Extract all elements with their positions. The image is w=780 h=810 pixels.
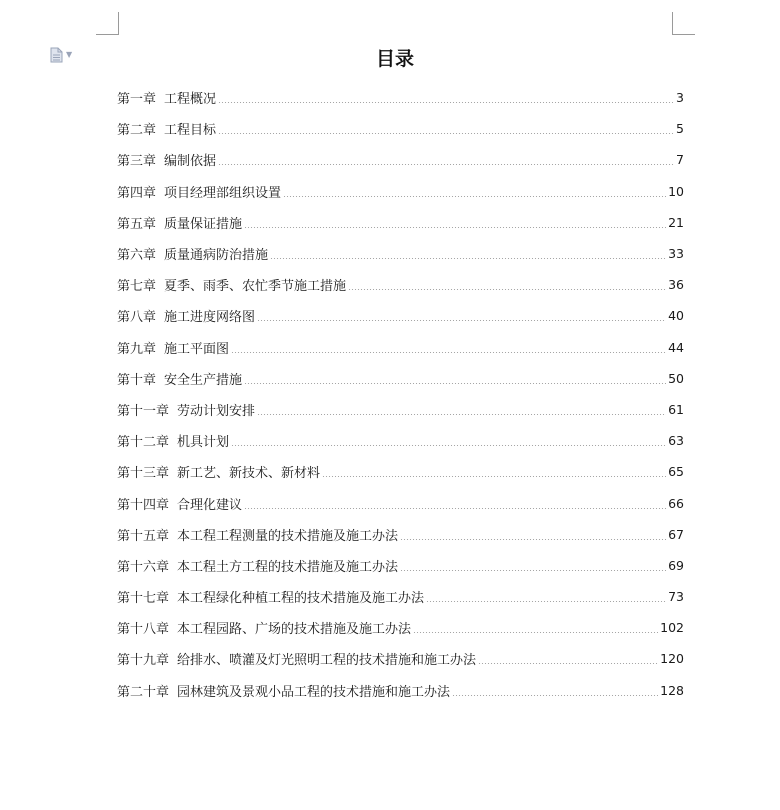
- toc-chapter-number: 第十二章: [117, 435, 170, 451]
- toc-dot-leader: [257, 320, 666, 321]
- page-title: 目录: [375, 48, 414, 70]
- toc-chapter-title: 本工程工程测量的技术措施及施工办法: [177, 528, 399, 544]
- toc-dot-leader: [283, 196, 666, 197]
- toc-page-number: 128: [660, 682, 684, 698]
- toc-chapter-title: 机具计划: [177, 435, 230, 451]
- toc-page-number: 5: [676, 121, 684, 137]
- toc-chapter-title: 夏季、雨季、农忙季节施工措施: [164, 279, 347, 295]
- toc-entry[interactable]: [117, 581, 684, 612]
- toc-chapter-number: 第二十章: [117, 684, 170, 700]
- chevron-down-icon: ▼: [66, 50, 73, 59]
- table-of-contents: [117, 82, 684, 706]
- toc-chapter-number: 第十九章: [117, 653, 170, 669]
- toc-chapter-title: 新工艺、新技术、新材料: [177, 466, 321, 482]
- toc-chapter-title: 工程目标: [164, 123, 217, 139]
- toc-dot-leader: [218, 164, 674, 165]
- toc-dot-leader: [231, 445, 666, 446]
- page-margin-mark-top-left: [96, 12, 119, 35]
- toc-chapter-title: 合理化建议: [177, 497, 243, 513]
- toc-page-number: 66: [668, 495, 684, 511]
- toc-chapter-number: 第九章: [117, 341, 157, 357]
- toc-chapter-title: 本工程土方工程的技术措施及施工办法: [177, 559, 399, 575]
- toc-chapter-number: 第二章: [117, 123, 157, 139]
- toc-dot-leader: [244, 227, 666, 228]
- toc-page-number: 67: [668, 526, 684, 542]
- toc-page-number: 120: [660, 651, 684, 667]
- toc-page-number: 40: [668, 308, 684, 324]
- toc-chapter-number: 第十八章: [117, 622, 170, 638]
- toc-dot-leader: [218, 133, 674, 134]
- toc-chapter-title: 项目经理部组织设置: [164, 185, 282, 201]
- toc-dot-leader: [452, 695, 658, 696]
- toc-page-number: 50: [668, 370, 684, 386]
- toc-page-number: 102: [660, 620, 684, 636]
- toc-chapter-number: 第八章: [117, 310, 157, 326]
- toc-dot-leader: [413, 632, 658, 633]
- toc-chapter-number: 第七章: [117, 279, 157, 295]
- toc-page-number: 44: [668, 339, 684, 355]
- toc-entry[interactable]: [117, 82, 684, 113]
- toc-page-number: 65: [668, 464, 684, 480]
- toc-entry[interactable]: [117, 113, 684, 144]
- toc-page-number: 33: [668, 246, 684, 262]
- toc-chapter-title: 施工进度网络图: [164, 310, 256, 326]
- toc-entry[interactable]: [117, 550, 684, 581]
- toc-dot-leader: [257, 414, 666, 415]
- toc-entry[interactable]: [117, 612, 684, 643]
- toc-entry[interactable]: [117, 332, 684, 363]
- toc-chapter-title: 劳动计划安排: [177, 403, 256, 419]
- toc-dot-leader: [400, 570, 666, 571]
- toc-entry[interactable]: [117, 269, 684, 300]
- toc-dot-leader: [218, 102, 674, 103]
- toc-chapter-title: 给排水、喷灌及灯光照明工程的技术措施和施工办法: [177, 653, 477, 669]
- toc-dot-leader: [231, 352, 666, 353]
- toc-chapter-title: 安全生产措施: [164, 372, 243, 388]
- toc-entry[interactable]: [117, 456, 684, 487]
- toc-page-number: 63: [668, 433, 684, 449]
- toc-page-number: 10: [668, 183, 684, 199]
- toc-entry[interactable]: [117, 144, 684, 175]
- toc-dot-leader: [400, 539, 666, 540]
- toc-chapter-title: 质量保证措施: [164, 216, 243, 232]
- toc-chapter-number: 第十一章: [117, 403, 170, 419]
- toc-chapter-number: 第十四章: [117, 497, 170, 513]
- toc-chapter-number: 第一章: [117, 92, 157, 108]
- toc-chapter-number: 第六章: [117, 248, 157, 264]
- toc-dot-leader: [244, 508, 666, 509]
- toc-chapter-title: 园林建筑及景观小品工程的技术措施和施工办法: [177, 684, 451, 700]
- toc-entry[interactable]: [117, 519, 684, 550]
- toc-entry[interactable]: [117, 238, 684, 269]
- toc-page-number: 3: [676, 90, 684, 106]
- toc-entry[interactable]: [117, 394, 684, 425]
- toc-entry[interactable]: [117, 487, 684, 518]
- toc-page-number: 21: [668, 214, 684, 230]
- toc-page-number: 73: [668, 589, 684, 605]
- toc-chapter-number: 第五章: [117, 216, 157, 232]
- toc-chapter-number: 第十六章: [117, 559, 170, 575]
- toc-chapter-title: 质量通病防治措施: [164, 248, 269, 264]
- toc-page-number: 61: [668, 401, 684, 417]
- toc-chapter-title: 本工程绿化种植工程的技术措施及施工办法: [177, 591, 425, 607]
- toc-entry[interactable]: [117, 363, 684, 394]
- toc-chapter-title: 施工平面图: [164, 341, 230, 357]
- toc-entry[interactable]: [117, 207, 684, 238]
- toc-page-number: 7: [676, 152, 684, 168]
- toc-dot-leader: [270, 258, 666, 259]
- toc-dot-leader: [426, 601, 666, 602]
- toc-page-number: 69: [668, 557, 684, 573]
- toc-chapter-number: 第十七章: [117, 591, 170, 607]
- page-margin-mark-top-right: [672, 12, 695, 35]
- toc-chapter-number: 第十章: [117, 372, 157, 388]
- toc-entry[interactable]: [117, 675, 684, 706]
- toc-entry[interactable]: [117, 425, 684, 456]
- toc-chapter-number: 第三章: [117, 154, 157, 170]
- toc-chapter-title: 编制依据: [164, 154, 217, 170]
- toc-dot-leader: [244, 383, 666, 384]
- toc-dot-leader: [478, 663, 658, 664]
- toc-chapter-number: 第十五章: [117, 528, 170, 544]
- toc-page-number: 36: [668, 277, 684, 293]
- toc-entry[interactable]: [117, 300, 684, 331]
- toc-dot-leader: [322, 476, 666, 477]
- toc-entry[interactable]: [117, 643, 684, 674]
- toc-chapter-title: 本工程园路、广场的技术措施及施工办法: [177, 622, 412, 638]
- toc-dot-leader: [348, 289, 666, 290]
- toc-chapter-number: 第四章: [117, 185, 157, 201]
- toc-chapter-number: 第十三章: [117, 466, 170, 482]
- toc-chapter-title: 工程概况: [164, 92, 217, 108]
- toc-entry[interactable]: [117, 176, 684, 207]
